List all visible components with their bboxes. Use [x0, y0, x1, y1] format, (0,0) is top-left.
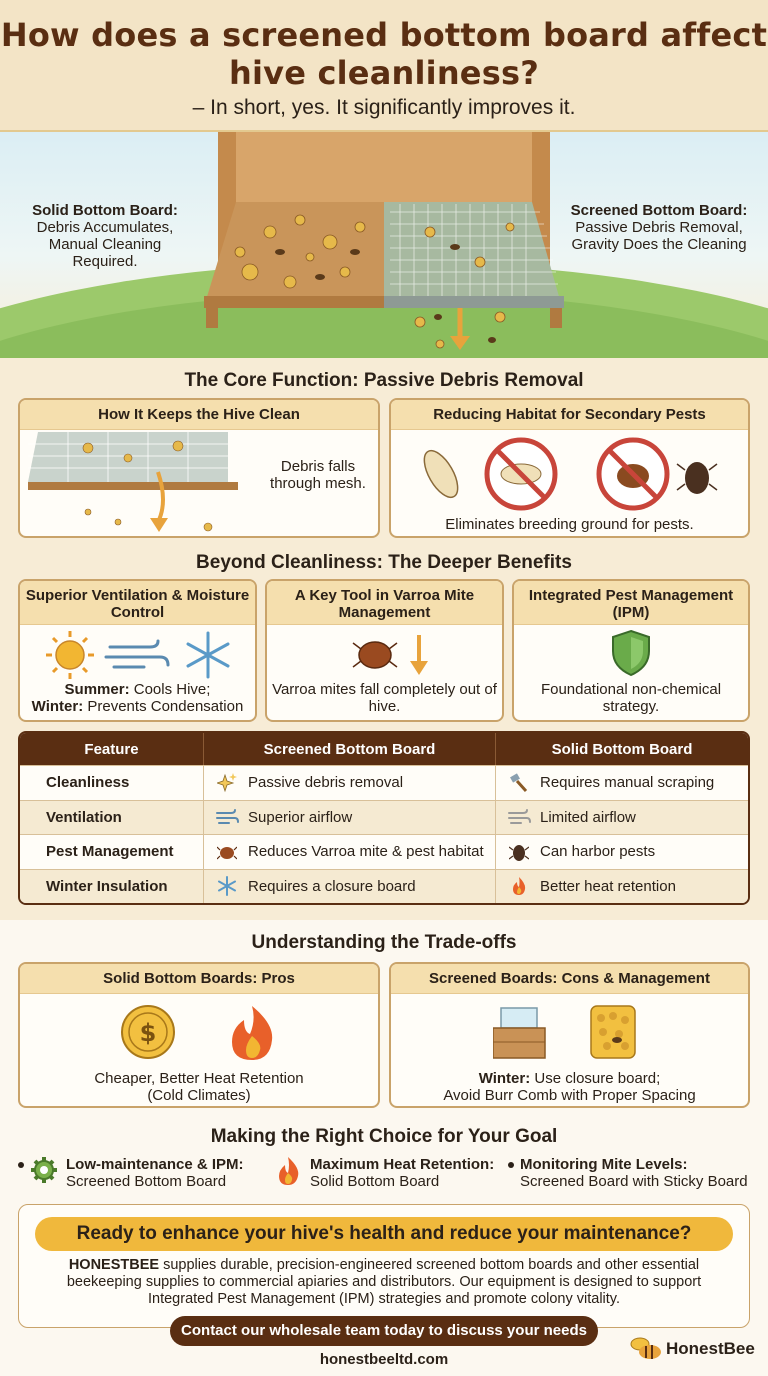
row-solid-value: Requires manual scraping	[540, 774, 715, 792]
table-row	[20, 834, 748, 869]
gear-icon	[30, 1156, 58, 1184]
card-text: Eliminates breeding ground for pests.	[445, 516, 694, 533]
goals-section-title: Making the Right Choice for Your Goal	[210, 1126, 558, 1147]
table-row	[20, 765, 748, 800]
coin-flame-icons	[118, 1002, 288, 1064]
scraper-icon	[506, 773, 532, 793]
row-screened-value: Requires a closure board	[248, 877, 416, 895]
core-section-title: The Core Function: Passive Debris Removal	[184, 370, 584, 391]
closure-board-burr-comb-icons	[493, 1002, 653, 1064]
screened-cons-card	[389, 962, 750, 1108]
brand-logo	[628, 1336, 755, 1362]
table-header-row	[20, 733, 748, 765]
ventilation-card	[18, 579, 257, 722]
header-feature: Feature	[20, 733, 204, 765]
cta-body-text: supplies durable, precision-engineered screened bottom boards and other essential beekeeping supplies to commercial apiaries and distributors. Our equipment is designed to support Integrated Pest Management (IPM) strategies and promote colony vitality.	[66, 1257, 702, 1307]
sun-wind-snowflake-icons	[40, 627, 240, 681]
header-solid: Solid Bottom Board	[551, 740, 693, 758]
card-text: Cheaper, Better Heat Retention (Cold Climates)	[94, 1070, 304, 1104]
table-row	[20, 800, 748, 835]
hero-illustration	[0, 132, 768, 358]
row-feature: Winter Insulation	[20, 870, 204, 904]
row-screened-value: Superior airflow	[248, 808, 353, 826]
flame-icon	[274, 1156, 302, 1186]
row-solid-value: Can harbor pests	[540, 843, 656, 861]
cta-box	[18, 1204, 750, 1328]
goal-label: Monitoring Mite Levels:	[520, 1156, 688, 1173]
svg-text:$: $	[139, 1019, 157, 1047]
hive-clean-card	[18, 398, 380, 538]
goal-item	[274, 1156, 494, 1190]
header-screened: Screened Bottom Board	[204, 733, 496, 765]
table-row	[20, 869, 748, 904]
beetle-icon	[506, 842, 532, 862]
header	[0, 0, 768, 132]
ipm-card	[512, 579, 750, 722]
snowflake-icon	[214, 876, 240, 896]
screened-board-caption: Screened Bottom Board: Passive Debris Removal, Gravity Does the Cleaning	[570, 202, 748, 253]
goal-value: Solid Bottom Board	[310, 1173, 440, 1190]
mite-icon	[214, 842, 240, 862]
mite-falling-icon	[351, 629, 441, 679]
flame-icon	[506, 876, 532, 896]
goal-value: Screened Board with Sticky Board	[520, 1173, 748, 1190]
contact-button[interactable]: Contact our wholesale team today to discuss your needs	[170, 1316, 598, 1346]
card-text: Varroa mites fall completely out of hive.	[272, 681, 497, 715]
pest-prohibited-icons	[401, 434, 741, 512]
goal-label: Maximum Heat Retention:	[310, 1156, 495, 1173]
row-feature: Cleanliness	[20, 766, 204, 800]
card-title: Solid Bottom Boards: Pros	[20, 964, 378, 994]
card-text: Foundational non-chemical strategy.	[540, 681, 722, 715]
secondary-pests-card	[389, 398, 750, 538]
row-screened-value: Reduces Varroa mite & pest habitat	[248, 843, 484, 861]
tradeoffs-section-title: Understanding the Trade-offs	[251, 932, 517, 953]
goal-label: Low-maintenance & IPM:	[66, 1156, 244, 1173]
brand-name: HONESTBEE	[68, 1257, 160, 1273]
bullet-icon	[508, 1162, 514, 1168]
card-title: Screened Boards: Cons & Management	[391, 964, 748, 994]
goal-item	[18, 1156, 244, 1190]
page-subtitle: – In short, yes. It significantly improves it.	[192, 96, 576, 119]
mesh-debris-icon	[28, 432, 254, 538]
goal-value: Screened Bottom Board	[66, 1173, 227, 1190]
comparison-table	[18, 731, 750, 905]
card-title: How It Keeps the Hive Clean	[20, 400, 378, 430]
wind-icon	[506, 807, 532, 827]
brand-text: HonestBee	[666, 1339, 755, 1358]
row-feature: Pest Management	[20, 835, 204, 869]
card-title: Superior Ventilation & Moisture Control	[20, 581, 255, 625]
varroa-card	[265, 579, 504, 722]
row-screened-value: Passive debris removal	[248, 774, 404, 792]
bee-logo-icon	[628, 1336, 662, 1362]
shield-icon	[611, 629, 651, 677]
cta-body	[33, 1257, 735, 1308]
sparkle-icon	[214, 773, 240, 793]
solid-board-caption: Solid Bottom Board: Debris Accumulates, Manual Cleaning Required.	[32, 202, 178, 270]
row-solid-value: Better heat retention	[540, 877, 676, 895]
cta-question: Ready to enhance your hive's health and reduce your maintenance?	[35, 1217, 733, 1251]
card-text: Summer: Cools Hive; Winter: Prevents Condensation	[31, 681, 244, 715]
card-text: Winter: Use closure board; Avoid Burr Comb with Proper Spacing	[443, 1070, 696, 1104]
goal-item	[508, 1156, 748, 1190]
page-title: How does a screened bottom board affect hive cleanliness?	[0, 16, 768, 92]
benefits-section-title: Beyond Cleanliness: The Deeper Benefits	[196, 552, 572, 573]
bullet-icon	[18, 1162, 24, 1168]
card-title: Integrated Pest Management (IPM)	[514, 581, 748, 625]
row-feature: Ventilation	[20, 801, 204, 835]
card-text: Debris falls through mesh.	[270, 458, 366, 492]
row-solid-value: Limited airflow	[540, 808, 636, 826]
website-link[interactable]: honestbeeltd.com	[319, 1351, 449, 1368]
card-title: A Key Tool in Varroa Mite Management	[267, 581, 502, 625]
card-title: Reducing Habitat for Secondary Pests	[391, 400, 748, 430]
wind-icon	[214, 807, 240, 827]
solid-pros-card	[18, 962, 380, 1108]
